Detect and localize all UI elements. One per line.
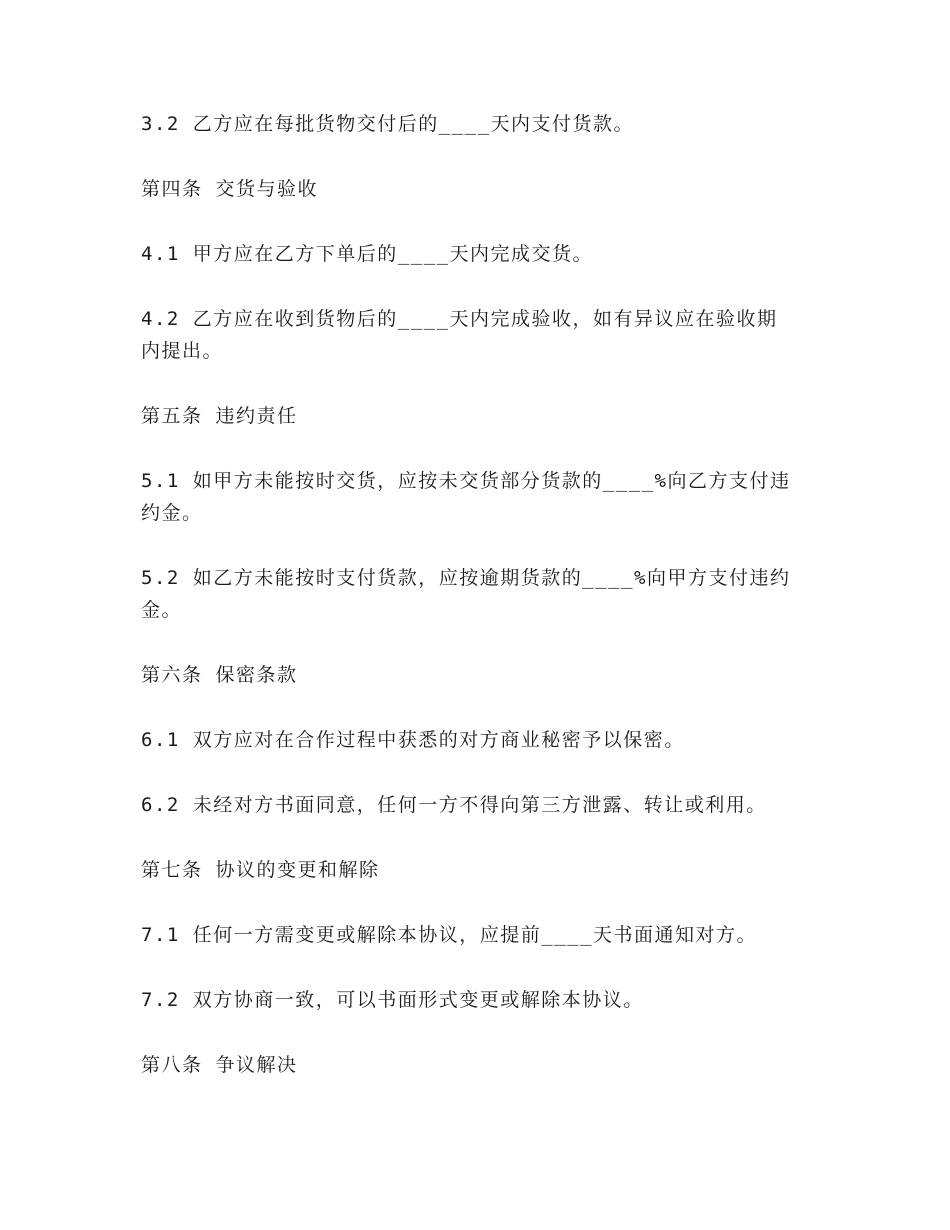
text-line: 第六条 保密条款	[141, 664, 298, 686]
clause-paragraph	[141, 919, 811, 951]
section-heading	[141, 854, 811, 886]
text-line: 7.2 双方协商一致，可以书面形式变更或解除本协议。	[141, 989, 644, 1011]
text-line: 5.1 如甲方未能按时交货，应按未交货部分货款的____%向乙方支付违	[141, 470, 791, 492]
document-body	[141, 108, 811, 1114]
text-line: 金。	[141, 599, 183, 621]
text-line: 约金。	[141, 502, 203, 524]
section-heading	[141, 173, 811, 205]
text-line: 第四条 交货与验收	[141, 178, 318, 200]
text-line: 第七条 协议的变更和解除	[141, 859, 380, 881]
clause-paragraph	[141, 724, 811, 756]
clause-paragraph	[141, 465, 811, 529]
clause-paragraph	[141, 562, 811, 626]
text-line: 6.1 双方应对在合作过程中获悉的对方商业秘密予以保密。	[141, 729, 685, 751]
clause-paragraph	[141, 303, 811, 367]
section-heading	[141, 400, 811, 432]
text-line: 内提出。	[141, 340, 224, 362]
clause-paragraph	[141, 238, 811, 270]
text-line: 3.2 乙方应在每批货物交付后的____天内支付货款。	[141, 113, 635, 135]
text-line: 4.2 乙方应在收到货物后的____天内完成验收，如有异议应在验收期	[141, 308, 778, 330]
text-line: 6.2 未经对方书面同意，任何一方不得向第三方泄露、转让或利用。	[141, 794, 767, 816]
clause-paragraph	[141, 108, 811, 140]
text-line: 7.1 任何一方需变更或解除本协议，应提前____天书面通知对方。	[141, 924, 758, 946]
text-line: 第八条 争议解决	[141, 1054, 298, 1076]
clause-paragraph	[141, 789, 811, 821]
text-line: 4.1 甲方应在乙方下单后的____天内完成交货。	[141, 243, 594, 265]
section-heading	[141, 659, 811, 691]
clause-paragraph	[141, 984, 811, 1016]
text-line: 5.2 如乙方未能按时支付货款，应按逾期货款的____%向甲方支付违约	[141, 567, 791, 589]
text-line: 第五条 违约责任	[141, 405, 298, 427]
section-heading	[141, 1049, 811, 1081]
